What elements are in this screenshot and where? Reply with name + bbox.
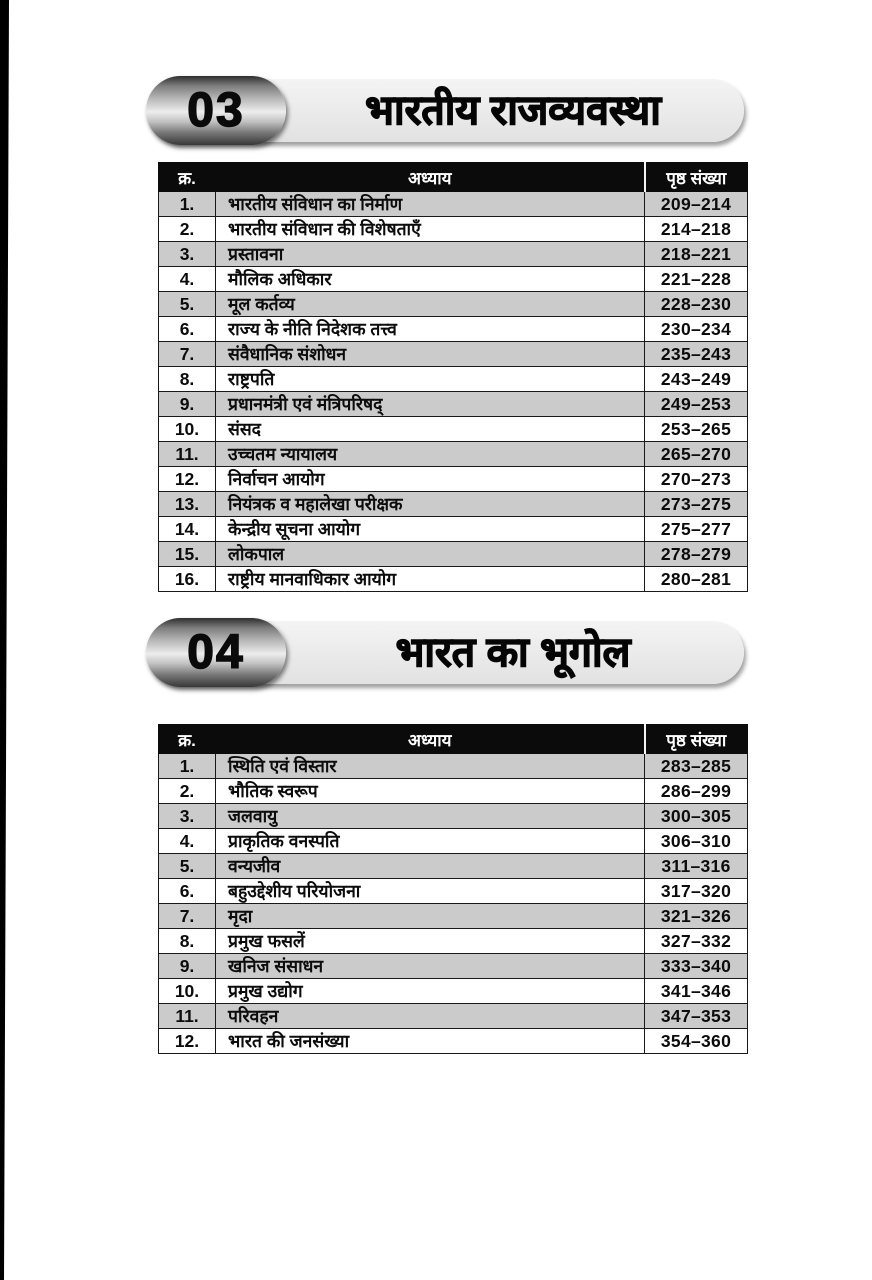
section-number: 04: [187, 625, 245, 679]
row-chapter: प्राकृतिक वनस्पति: [216, 829, 645, 854]
row-serial: 2.: [159, 779, 216, 804]
row-chapter: मूल कर्तव्य: [216, 292, 645, 317]
row-chapter: प्रमुख उद्योग: [216, 979, 645, 1004]
table-row: [159, 417, 748, 442]
row-pages: 209–214: [645, 192, 748, 217]
column-header-serial: क्र.: [159, 163, 216, 192]
row-pages: 221–228: [645, 267, 748, 292]
toc-table-polity: [158, 162, 748, 592]
row-pages: 270–273: [645, 467, 748, 492]
table-row: [159, 542, 748, 567]
row-serial: 9.: [159, 392, 216, 417]
table-row: [159, 904, 748, 929]
row-serial: 3.: [159, 804, 216, 829]
row-pages: 230–234: [645, 317, 748, 342]
scan-edge-bar: [0, 0, 10, 1280]
row-serial: 9.: [159, 954, 216, 979]
row-chapter: स्थिति एवं विस्तार: [216, 754, 645, 779]
row-pages: 278–279: [645, 542, 748, 567]
table-row: [159, 829, 748, 854]
row-chapter: उच्चतम न्यायालय: [216, 442, 645, 467]
column-header-pages: पृष्ठ संख्या: [645, 725, 748, 754]
row-serial: 7.: [159, 342, 216, 367]
row-chapter: प्रमुख फसलें: [216, 929, 645, 954]
row-chapter: राज्य के नीति निदेशक तत्त्व: [216, 317, 645, 342]
row-serial: 11.: [159, 1004, 216, 1029]
row-serial: 10.: [159, 417, 216, 442]
row-pages: 283–285: [645, 754, 748, 779]
row-serial: 1.: [159, 754, 216, 779]
section-header-geography: [148, 620, 744, 686]
section-header-polity: [148, 78, 744, 144]
row-chapter: भौतिक स्वरूप: [216, 779, 645, 804]
table-row: [159, 517, 748, 542]
column-header-pages: पृष्ठ संख्या: [645, 163, 748, 192]
row-serial: 4.: [159, 829, 216, 854]
row-chapter: भारत की जनसंख्या: [216, 1029, 645, 1054]
toc-table-body: [159, 192, 748, 592]
table-header-row: [159, 163, 748, 192]
row-pages: 341–346: [645, 979, 748, 1004]
row-serial: 8.: [159, 929, 216, 954]
table-row: [159, 854, 748, 879]
row-chapter: वन्यजीव: [216, 854, 645, 879]
row-serial: 6.: [159, 317, 216, 342]
table-row: [159, 292, 748, 317]
table-row: [159, 1029, 748, 1054]
row-pages: 235–243: [645, 342, 748, 367]
table-row: [159, 392, 748, 417]
row-pages: 311–316: [645, 854, 748, 879]
row-chapter: राष्ट्रीय मानवाधिकार आयोग: [216, 567, 645, 592]
row-serial: 1.: [159, 192, 216, 217]
row-pages: 214–218: [645, 217, 748, 242]
table-row: [159, 242, 748, 267]
row-serial: 5.: [159, 854, 216, 879]
row-pages: 300–305: [645, 804, 748, 829]
row-pages: 347–353: [645, 1004, 748, 1029]
row-pages: 333–340: [645, 954, 748, 979]
row-chapter: संवैधानिक संशोधन: [216, 342, 645, 367]
row-serial: 15.: [159, 542, 216, 567]
row-pages: 275–277: [645, 517, 748, 542]
row-pages: 286–299: [645, 779, 748, 804]
row-chapter: संसद: [216, 417, 645, 442]
row-chapter: जलवायु: [216, 804, 645, 829]
table-row: [159, 567, 748, 592]
row-serial: 12.: [159, 467, 216, 492]
row-chapter: निर्वाचन आयोग: [216, 467, 645, 492]
table-row: [159, 217, 748, 242]
row-pages: 306–310: [645, 829, 748, 854]
toc-table-geography: [158, 724, 748, 1054]
row-chapter: खनिज संसाधन: [216, 954, 645, 979]
row-pages: 273–275: [645, 492, 748, 517]
row-chapter: लोकपाल: [216, 542, 645, 567]
table-row: [159, 779, 748, 804]
section-number-badge: [146, 618, 286, 687]
section-title: भारत का भूगोल: [395, 629, 631, 675]
row-pages: 218–221: [645, 242, 748, 267]
column-header-serial: क्र.: [159, 725, 216, 754]
row-chapter: नियंत्रक व महालेखा परीक्षक: [216, 492, 645, 517]
table-row: [159, 342, 748, 367]
row-chapter: केन्द्रीय सूचना आयोग: [216, 517, 645, 542]
row-serial: 11.: [159, 442, 216, 467]
row-serial: 16.: [159, 567, 216, 592]
row-pages: 228–230: [645, 292, 748, 317]
table-row: [159, 442, 748, 467]
row-serial: 2.: [159, 217, 216, 242]
table-row: [159, 979, 748, 1004]
row-pages: 354–360: [645, 1029, 748, 1054]
row-pages: 253–265: [645, 417, 748, 442]
table-row: [159, 929, 748, 954]
row-chapter: परिवहन: [216, 1004, 645, 1029]
table-row: [159, 367, 748, 392]
table-row: [159, 492, 748, 517]
table-row: [159, 754, 748, 779]
row-serial: 4.: [159, 267, 216, 292]
table-row: [159, 467, 748, 492]
row-pages: 249–253: [645, 392, 748, 417]
row-pages: 321–326: [645, 904, 748, 929]
table-header-row: [159, 725, 748, 754]
row-pages: 327–332: [645, 929, 748, 954]
row-pages: 280–281: [645, 567, 748, 592]
row-chapter: भारतीय संविधान का निर्माण: [216, 192, 645, 217]
section-number: 03: [187, 83, 245, 137]
row-serial: 3.: [159, 242, 216, 267]
row-chapter: प्रधानमंत्री एवं मंत्रिपरिषद्: [216, 392, 645, 417]
table-row: [159, 1004, 748, 1029]
row-serial: 7.: [159, 904, 216, 929]
row-serial: 5.: [159, 292, 216, 317]
section-number-badge: [146, 76, 286, 145]
row-chapter: मृदा: [216, 904, 645, 929]
row-chapter: भारतीय संविधान की विशेषताएँ: [216, 217, 645, 242]
column-header-chapter: अध्याय: [216, 163, 645, 192]
table-row: [159, 317, 748, 342]
row-pages: 265–270: [645, 442, 748, 467]
section-title: भारतीय राजव्यवस्था: [365, 87, 661, 133]
row-serial: 8.: [159, 367, 216, 392]
column-header-chapter: अध्याय: [216, 725, 645, 754]
row-serial: 13.: [159, 492, 216, 517]
table-row: [159, 804, 748, 829]
row-chapter: प्रस्तावना: [216, 242, 645, 267]
row-serial: 12.: [159, 1029, 216, 1054]
row-serial: 10.: [159, 979, 216, 1004]
table-row: [159, 954, 748, 979]
row-serial: 6.: [159, 879, 216, 904]
row-serial: 14.: [159, 517, 216, 542]
row-chapter: मौलिक अधिकार: [216, 267, 645, 292]
table-row: [159, 879, 748, 904]
toc-table-body: [159, 754, 748, 1054]
row-chapter: बहुउद्देशीय परियोजना: [216, 879, 645, 904]
row-chapter: राष्ट्रपति: [216, 367, 645, 392]
row-pages: 317–320: [645, 879, 748, 904]
row-pages: 243–249: [645, 367, 748, 392]
table-row: [159, 192, 748, 217]
table-row: [159, 267, 748, 292]
